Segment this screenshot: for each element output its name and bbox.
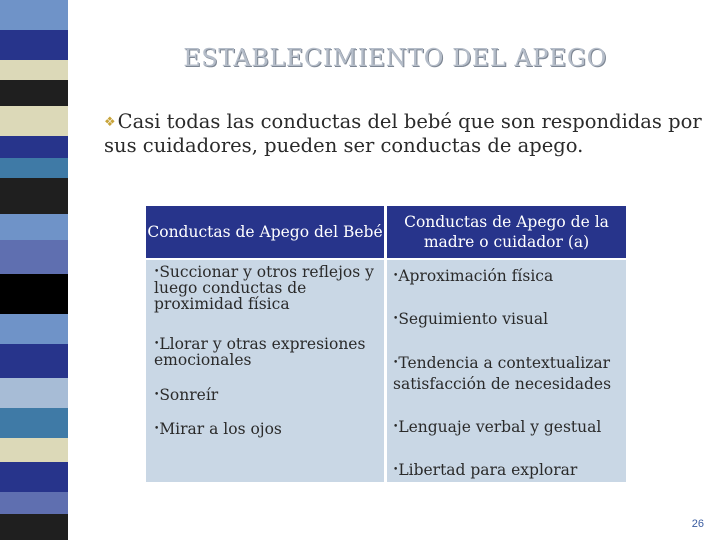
list-item: •Aproximación física [393,267,554,285]
list-item: •Tendencia a contextualizar satisfacción de necesidades [393,354,612,393]
col1-body [146,260,384,482]
diamond-bullet-icon: ❖ [104,115,116,130]
intro-paragraph [104,110,704,157]
col1-header: Conductas de Apego del Bebé [146,206,384,258]
intro-text: Casi todas las conductas del bebé que son respondidas por sus cuidadores, pueden ser conductas de apego. [104,110,702,157]
list-item: •Libertad para explorar [393,461,578,479]
list-item: •Lenguaje verbal y gestual [393,418,602,436]
attachment-table [146,206,626,482]
col2-header: Conductas de Apego de la madre o cuidador (a) [387,206,626,258]
page-number: 26 [691,518,704,530]
decorative-stripe [0,0,68,540]
list-item: •Mirar a los ojos [154,420,282,438]
list-item: •Sonreír [154,386,219,404]
list-item: •Seguimiento visual [393,310,549,328]
col2-body [387,260,626,482]
list-item: •Llorar y otras expresiones emocionales [154,335,366,369]
list-item: •Succionar y otros reflejos y luego conductas de proximidad física [154,263,374,313]
slide-title: ESTABLECIMIENTO DEL APEGO [183,44,607,72]
